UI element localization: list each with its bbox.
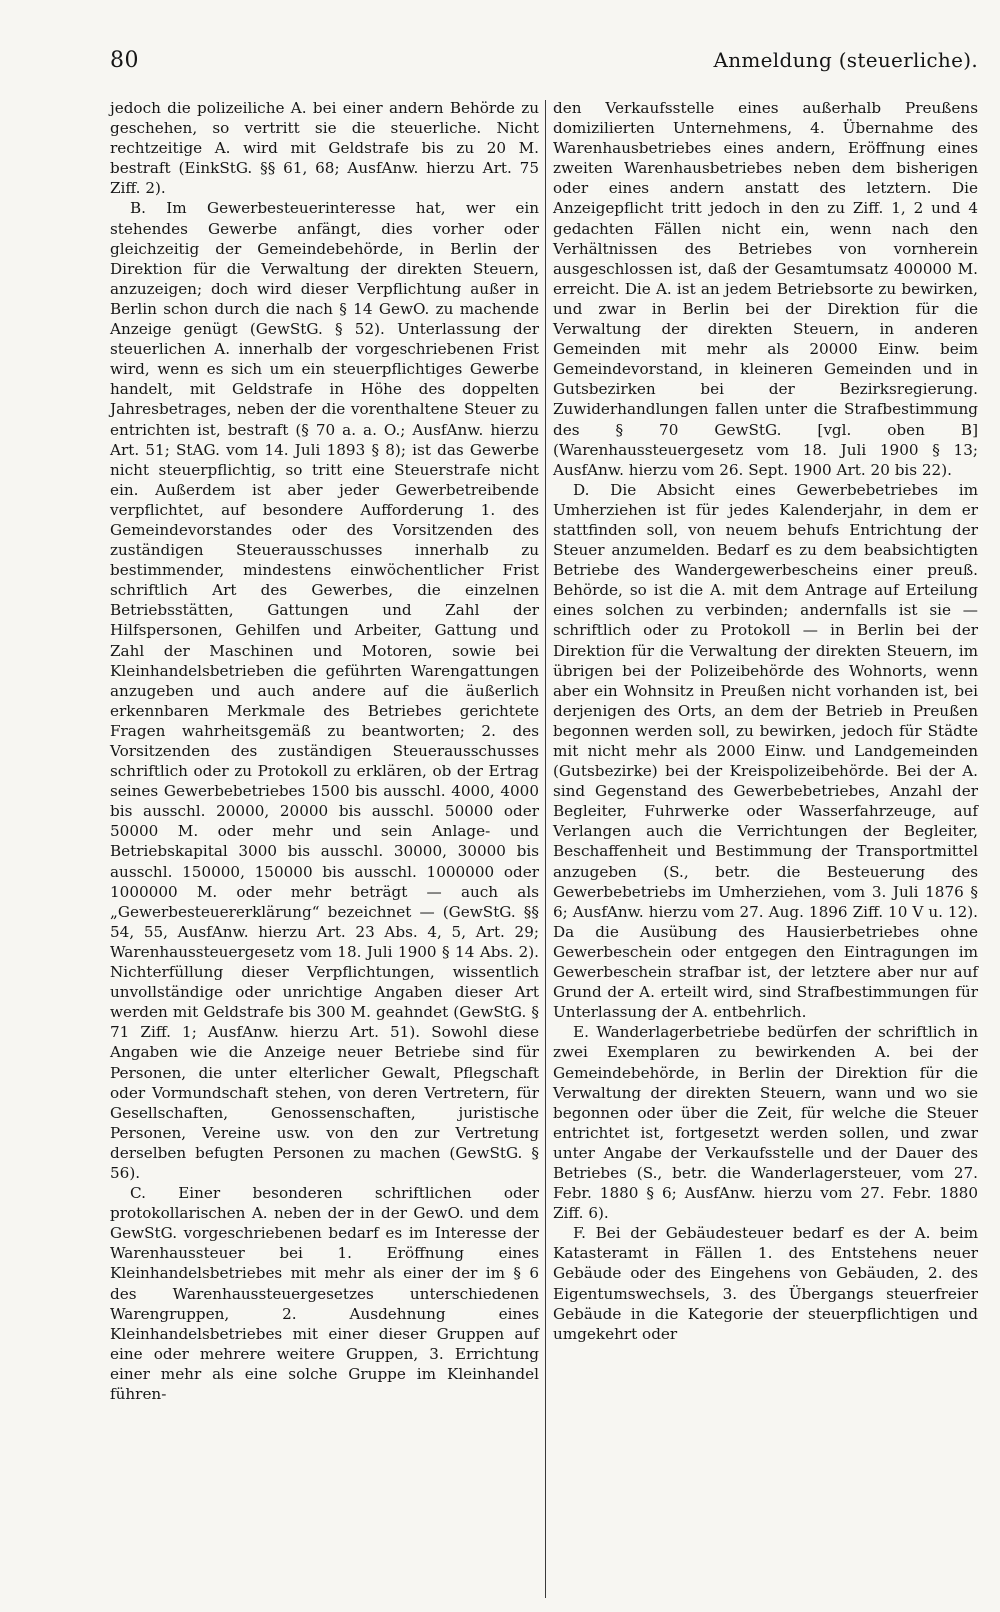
left-column: [110, 98, 539, 1598]
page-header: [110, 48, 978, 78]
paragraph-continuation: jedoch die polizeiliche A. bei einer andern Behörde zu geschehen, so vertritt sie die steuerliche. Nicht rechtzeitige A. wird mit Geldstrafe bis zu 20 M. bestraft (EinkStG. §§ 61, 68; AusfAnw. hierzu Art. 75 Ziff. 2).: [110, 99, 539, 198]
paragraph-section-c: C. Einer besonderen schriftlichen oder protokollarischen A. neben der in der GewO. und dem GewStG. vorgeschriebenen bedarf es im Interesse der Warenhaussteuer bei 1. Eröffnung eines Kleinhandelsbetriebes mit mehr als einer der im § 6 des Warenhaussteuergesetzes unterschiedenen Warengruppen, 2. Ausdehnung eines Kleinhandelsbetriebes mit einer dieser Gruppen auf eine oder mehrere weitere Gruppen, 3. Errichtung einer mehr als eine solche Gruppe im Kleinhandel führen-: [110, 1184, 539, 1403]
paragraph-section-d: D. Die Absicht eines Gewerbebetriebes im Umherziehen ist für jedes Kalenderjahr, in dem er stattfinden soll, von neuem behufs Entrichtung der Steuer anzumelden. Bedarf es zu dem beabsichtigten Betriebe des Wandergewerbescheins einer preuß. Behörde, so ist die A. mit dem Antrage auf Erteilung eines solchen zu verbinden; andernfalls ist sie — schriftlich oder zu Protokoll — in Berlin bei der Direktion für die Verwaltung der direkten Steuern, im übrigen bei der Polizeibehörde des Wohnorts, wenn aber ein Wohnsitz in Preußen nicht vorhanden ist, bei derjenigen des Orts, an dem der Betrieb in Preußen begonnen werden soll, zu bewirken, jedoch für Städte mit nicht mehr als 2000 Einw. und Landgemeinden (Gutsbezirke) bei der Kreispolizeibehörde. Bei der A. sind Gegenstand des Gewerbebetriebes, Anzahl der Begleiter, Fuhrwerke oder Wasserfahrzeuge, auf Verlangen auch die Verrichtungen der Begleiter, Beschaffenheit und Bestimmung der Transportmittel anzugeben (S., betr. die Besteuerung des Gewerbebetriebs im Umherziehen, vom 3. Juli 1876 § 6; AusfAnw. hierzu vom 27. Aug. 1896 Ziff. 10 V u. 12). Da die Ausübung des Hausierbetriebes ohne Gewerbeschein oder entgegen den Eintragungen im Gewerbeschein strafbar ist, der letztere aber nur auf Grund der A. erteilt wird, sind Strafbestimmungen für Unterlassung der A. entbehrlich.: [553, 480, 978, 1022]
column-divider: [545, 100, 546, 1598]
running-head: Anmeldung (steuerliche).: [713, 48, 978, 72]
paragraph-continuation: den Verkaufsstelle eines außerhalb Preußens domizilierten Unternehmens, 4. Übernahme des Warenhausbetriebes eines andern, Eröffnung eines zweiten Warenhausbetriebes neben dem bisherigen oder eines andern anstatt des letztern. Die Anzeigepflicht tritt jedoch in den zu Ziff. 1, 2 und 4 gedachten Fällen nicht ein, wenn nach den Verhältnissen des Betriebes von vornherein ausgeschlossen ist, daß der Gesamtumsatz 400000 M. erreicht. Die A. ist an jedem Betriebsorte zu bewirken, und zwar in Berlin bei der Direktion für die Verwaltung der direkten Steuern, in anderen Gemeinden mit mehr als 20000 Einw. beim Gemeindevorstand, in kleineren Gemeinden und in Gutsbezirken bei der Bezirksregierung. Zuwiderhandlungen fallen unter die Strafbestimmung des § 70 GewStG. [vgl. oben B] (Warenhaussteuergesetz vom 18. Juli 1900 § 13; AusfAnw. hierzu vom 26. Sept. 1900 Art. 20 bis 22).: [553, 99, 978, 479]
paragraph-section-f: F. Bei der Gebäudesteuer bedarf es der A. beim Katasteramt in Fällen 1. des Entstehens neuer Gebäude oder des Eingehens von Gebäuden, 2. des Eigentumswechsels, 3. des Übergangs steuerfreier Gebäude in die Kategorie der steuerpflichtigen und umgekehrt oder: [553, 1224, 978, 1343]
right-column: [553, 98, 978, 1598]
page-number: 80: [110, 48, 139, 73]
paragraph-section-e: E. Wanderlagerbetriebe bedürfen der schriftlich in zwei Exemplaren zu bewirkenden A. bei der Gemeindebehörde, in Berlin der Direktion für die Verwaltung der direkten Steuern, wann und wo sie begonnen oder über die Zeit, für welche die Steuer entrichtet ist, fortgesetzt werden sollen, und zwar unter Angabe der Verkaufsstelle und der Dauer des Betriebes (S., betr. die Wanderlagersteuer, vom 27. Febr. 1880 § 6; AusfAnw. hierzu vom 27. Febr. 1880 Ziff. 6).: [553, 1023, 978, 1223]
paragraph-section-b: B. Im Gewerbesteuerinteresse hat, wer ein stehendes Gewerbe anfängt, dies vorher oder gleichzeitig der Gemeindebehörde, in Berlin der Direktion für die Verwaltung der direkten Steuern, anzuzeigen; doch wird dieser Verpflichtung außer in Berlin schon durch die nach § 14 GewO. zu machende Anzeige genügt (GewStG. § 52). Unterlassung der steuerlichen A. innerhalb der vorgeschriebenen Frist wird, wenn es sich um ein steuerpflichtiges Gewerbe handelt, mit Geldstrafe in Höhe des doppelten Jahresbetrages, neben der die vorenthaltene Steuer zu entrichten ist, bestraft (§ 70 a. a. O.; AusfAnw. hierzu Art. 51; StAG. vom 14. Juli 1893 § 8); ist das Gewerbe nicht steuerpflichtig, so tritt eine Steuerstrafe nicht ein. Außerdem ist aber jeder Gewerbetreibende verpflichtet, auf besondere Aufforderung 1. des Gemeindevorstandes oder des Vorsitzenden des zuständigen Steuerausschusses innerhalb zu bestimmender, mindestens einwöchentlicher Frist schriftlich Art des Gewerbes, die einzelnen Betriebsstätten, Gattungen und Zahl der Hilfspersonen, Gehilfen und Arbeiter, Gattung und Zahl der Maschinen und Motoren, sowie bei Kleinhandelsbetrieben die geführten Warengattungen anzugeben und auch andere auf die äußerlich erkennbaren Merkmale des Betriebes gerichtete Fragen wahrheitsgemäß zu beantworten; 2. des Vorsitzenden des zuständigen Steuerausschusses schriftlich oder zu Protokoll zu erklären, ob der Ertrag seines Gewerbebetriebes 1500 bis ausschl. 4000, 4000 bis ausschl. 20000, 20000 bis ausschl. 50000 oder 50000 M. oder mehr und sein Anlage- und Betriebskapital 3000 bis ausschl. 30000, 30000 bis ausschl. 150000, 150000 bis ausschl. 1000000 oder 1000000 M. oder mehr beträgt — auch als „Gewerbesteuererklärung“ bezeichnet — (GewStG. §§ 54, 55, AusfAnw. hierzu Art. 23 Abs. 4, 5, Art. 29; Warenhaussteuergesetz vom 18. Juli 1900 § 14 Abs. 2). Nichterfüllung dieser Verpflichtungen, wissentlich unvollständige oder unrichtige Angaben dieser Art werden mit Geldstrafe bis 300 M. geahndet (GewStG. § 71 Ziff. 1; AusfAnw. hierzu Art. 51). Sowohl diese Angaben wie die Anzeige neuer Betriebe sind für Personen, die unter elterlicher Gewalt, Pflegschaft oder Vormundschaft stehen, von deren Vertretern, für Gesellschaften, Genossenschaften, juristische Personen, Vereine usw. von den zur Vertretung derselben befugten Personen zu machen (GewStG. § 56).: [110, 199, 539, 1182]
